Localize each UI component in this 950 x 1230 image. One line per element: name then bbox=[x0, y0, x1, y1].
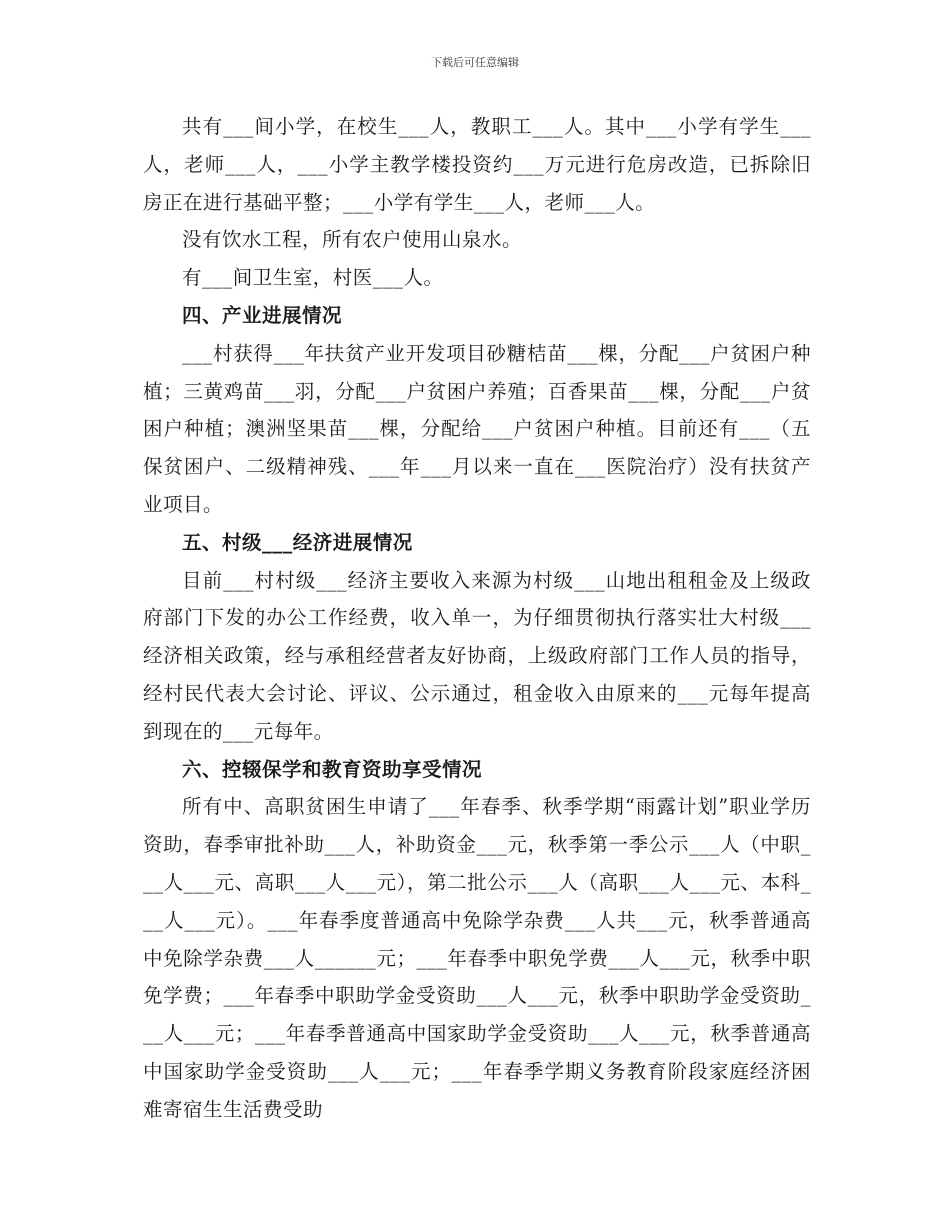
section-heading-industry: 四、产业进展情况 bbox=[182, 303, 343, 327]
paragraph-schools: 共有___间小学，在校生___人，教职工___人。其中___小学有学生___人，老师___人，___小学主教学楼投资约___万元进行危房改造，已拆除旧房正在进行基础平整；___小学有学生___人，老师___人。 bbox=[143, 115, 811, 214]
paragraph-water: 没有饮水工程，所有农户使用山泉水。 bbox=[182, 228, 523, 252]
section-heading-village-economy: 五、村级___经济进展情况 bbox=[182, 530, 413, 554]
paragraph-village-economy: 目前___村村级___经济主要收入来源为村级___山地出租租金及上级政府部门下发的办公工作经费，收入单一，为仔细贯彻执行落实壮大村级___经济相关政策，经与承租经营者友好协商，上级政府部门工作人员的指导，经村民代表大会讨论、评议、公示通过，租金收入由原来的___元每年提高到现在的___元每年。 bbox=[143, 568, 811, 743]
header-note: 下载后可任意编辑 bbox=[431, 56, 519, 69]
paragraph-industry: ___村获得___年扶贫产业开发项目砂糖桔苗___棵，分配___户贫困户种植；三黄鸡苗___羽，分配___户贫困户养殖；百香果苗___棵，分配___户贫困户种植；澳洲坚果苗___棵，分配给___户贫困户种植。目前还有___（五保贫困户、二级精神残、___年___月以来一直在___医院治疗）没有扶贫产业项目。 bbox=[143, 341, 811, 516]
section-heading-education-aid: 六、控辍保学和教育资助享受情况 bbox=[182, 757, 483, 781]
paragraph-education-aid: 所有中、高职贫困生申请了___年春季、秋季学期“雨露计划”职业学历资助，春季审批补助___人，补助资金___元，秋季第一季公示___人（中职___人___元、高职___人___元），第二批公示___人（高职___人___元、本科___人___元）。___年春季度普通高中免除学杂费___人共___元，秋季普通高中免除学杂费___人______元；___年春季中职免学费___人___元，秋季中职免学费；___年春季中职助学金受资助___人___元，秋季中职助学金受资助___人___元；___年春季普通高中国家助学金受资助___人___元，秋季普通高中国家助学金受资助___人___元；___年春季学期义务教育阶段家庭经济困难寄宿生生活费受助 bbox=[143, 795, 811, 1121]
document-body bbox=[143, 108, 811, 1129]
paragraph-clinic: 有___间卫生室，村医___人。 bbox=[182, 266, 444, 290]
